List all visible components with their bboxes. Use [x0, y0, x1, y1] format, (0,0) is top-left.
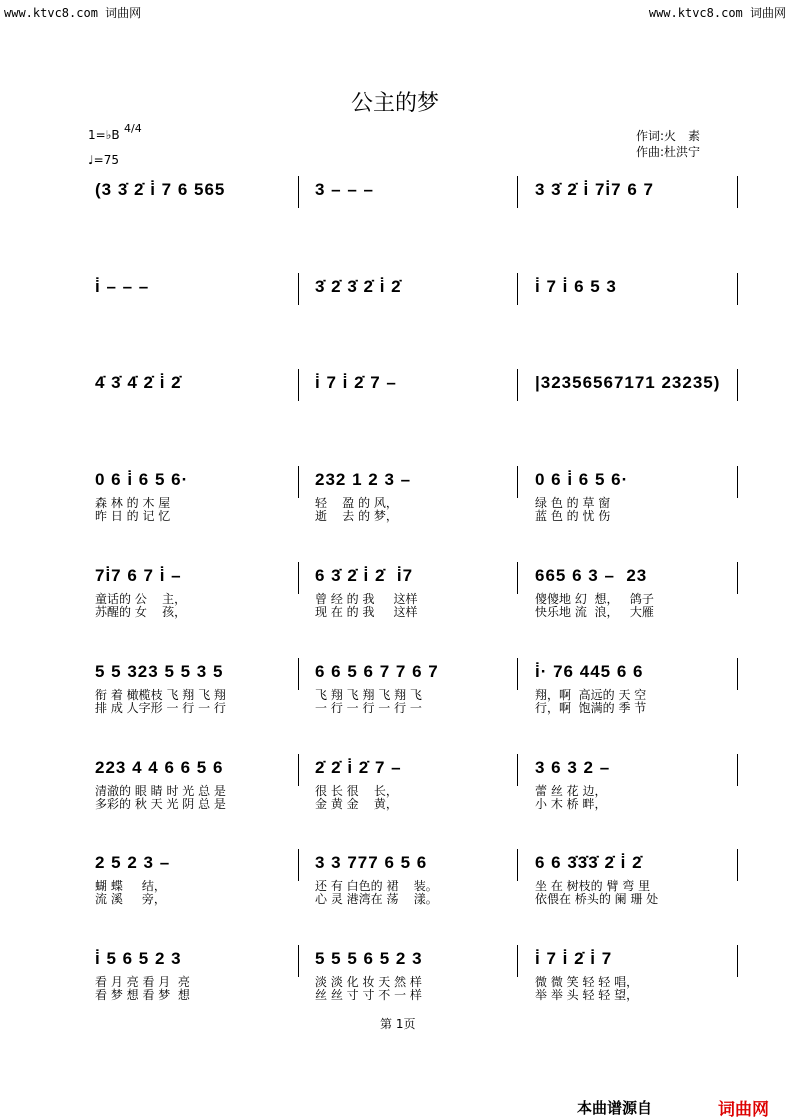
- lyric-line-2: 一 行 一 行 一 行 一: [315, 701, 422, 715]
- measure-notes: 3 – – –: [315, 180, 374, 199]
- lyric-line-2: 丝 丝 寸 寸 不 一 样: [315, 988, 422, 1002]
- bar-line: [517, 369, 518, 401]
- bar-line: [517, 849, 518, 881]
- lyric-line-1: 轻 盈 的 风，: [315, 496, 398, 510]
- measure-notes: 223 4 4 6 6 5 6: [95, 758, 224, 777]
- time-signature: 4/4: [124, 122, 142, 135]
- measure-notes: 6 6 5 6 7 7 6 7: [315, 662, 439, 681]
- lyric-line-1: 绿 色 的 草 窗: [535, 496, 611, 510]
- bar-line: [517, 273, 518, 305]
- watermark-right: www.ktvc8.com 词曲网: [648, 6, 786, 20]
- lyric-line-1: 傻傻地 幻 想， 鸽子: [535, 592, 654, 606]
- bar-line: [298, 849, 299, 881]
- lyric-line-1: 蝴 蝶 结，: [95, 879, 166, 893]
- lyric-line-2: 蓝 色 的 忧 伤: [535, 509, 611, 523]
- measure-notes: 665 6 3 – 23: [535, 566, 648, 585]
- measure-notes: 5 5 323 5 5 3 5: [95, 662, 224, 681]
- lyric-line-2: 多彩的 秋 天 光 阴 总 是: [95, 797, 226, 811]
- measure-notes: i̇· 76 445 6 6: [535, 662, 644, 681]
- lyric-line-2: 快乐地 流 浪， 大雁: [535, 605, 654, 619]
- bar-line: [737, 945, 738, 977]
- lyric-line-1: 清澈的 眼 睛 时 光 总 是: [95, 784, 226, 798]
- lyric-line-2: 看 梦 想 看 梦 想: [95, 988, 190, 1002]
- bar-line: [298, 945, 299, 977]
- lyric-line-2: 金 黄 金 黄，: [315, 797, 398, 811]
- lyric-line-1: 衔 着 橄榄枝 飞 翔 飞 翔: [95, 688, 226, 702]
- bar-line: [298, 176, 299, 208]
- bar-line: [298, 562, 299, 594]
- lyricist: 作词:火 素: [636, 129, 701, 143]
- bar-line: [737, 369, 738, 401]
- bar-line: [298, 658, 299, 690]
- bar-line: [737, 176, 738, 208]
- bar-line: [298, 369, 299, 401]
- tempo: ♩=75: [88, 153, 119, 167]
- measure-notes: 3 3̇ 2̇ i̇ 7i̇7 6 7: [535, 180, 654, 199]
- measure-notes: 5 5 5 6 5 2 3: [315, 949, 423, 968]
- measure-notes: 3 3 777 6 5 6: [315, 853, 428, 872]
- lyric-line-1: 翔，啊 高远的 天 空: [535, 688, 647, 702]
- bar-line: [737, 849, 738, 881]
- song-title: 公主的梦: [350, 91, 439, 116]
- lyric-line-2: 排 成 人字形 一 行 一 行: [95, 701, 226, 715]
- measure-notes: i̇ 7 i̇ 6 5 3: [535, 277, 617, 296]
- lyric-line-1: 淡 淡 化 妆 天 然 样: [315, 975, 422, 989]
- measure-notes: i̇ – – –: [95, 277, 150, 296]
- watermark-left: www.ktvc8.com 词曲网: [4, 6, 142, 20]
- bar-line: [737, 754, 738, 786]
- bar-line: [517, 176, 518, 208]
- measure-notes: i̇ 7 i̇ 2̇ i̇ 7: [535, 949, 613, 968]
- measure-notes: 4̇ 3̇ 4̇ 2̇ i̇ 2̇: [95, 373, 182, 392]
- lyric-line-1: 看 月 亮 看 月 亮: [95, 975, 190, 989]
- lyric-line-1: 很 长 很 长，: [315, 784, 398, 798]
- measure-notes: 3̇ 2̇ 3̇ 2̇ i̇ 2̇: [315, 277, 402, 296]
- lyric-line-2: 逝 去 的 梦，: [315, 509, 398, 523]
- lyric-line-1: 微 微 笑 轻 轻 唱，: [535, 975, 639, 989]
- measure-notes: 6 6 3̇3̇3̇ 2̇ i̇ 2̇: [535, 853, 643, 872]
- lyric-line-1: 坐 在 树枝的 臂 弯 里: [535, 879, 651, 893]
- measure-notes: i̇ 5 6 5 2 3: [95, 949, 182, 968]
- footer-logo: 词曲网: [718, 1095, 769, 1119]
- measure-notes: 2̇ 2̇ i̇ 2̇ 7 –: [315, 758, 402, 777]
- measure-notes: |32356567171 23235): [535, 373, 721, 392]
- bar-line: [517, 466, 518, 498]
- lyric-line-1: 还 有 白色的 裙 装。: [315, 879, 438, 893]
- measure-notes: 0 6 i̇ 6 5 6·: [95, 470, 189, 489]
- lyric-line-1: 曾 经 的 我 这样: [315, 592, 418, 606]
- lyric-line-2: 小 木 桥 畔，: [535, 797, 607, 811]
- bar-line: [737, 466, 738, 498]
- lyric-line-2: 昨 日 的 记 忆: [95, 509, 171, 523]
- lyric-line-2: 现 在 的 我 这样: [315, 605, 418, 619]
- measure-notes: 232 1 2 3 –: [315, 470, 412, 489]
- measure-notes: 0 6 i̇ 6 5 6·: [535, 470, 629, 489]
- page-number: 第 1页: [380, 1017, 416, 1031]
- bar-line: [517, 562, 518, 594]
- lyric-line-2: 心 灵 港湾在 荡 漾。: [315, 892, 438, 906]
- lyric-line-1: 蕾 丝 花 边，: [535, 784, 607, 798]
- measure-notes: 6 3̇ 2̇ i̇ 2̇ i̇7: [315, 566, 414, 585]
- bar-line: [737, 658, 738, 690]
- bar-line: [517, 945, 518, 977]
- lyric-line-2: 苏醒的 女 孩，: [95, 605, 187, 619]
- footer-source-text: 本曲谱源自: [577, 1099, 653, 1117]
- bar-line: [737, 562, 738, 594]
- key-signature: 1=♭B: [88, 128, 120, 142]
- measure-notes: 3 6 3 2 –: [535, 758, 611, 777]
- bar-line: [298, 273, 299, 305]
- lyric-line-2: 流 溪 旁，: [95, 892, 166, 906]
- measure-notes: i̇ 7 i̇ 2̇ 7 –: [315, 373, 397, 392]
- measure-notes: 7i̇7 6 7 i̇ –: [95, 566, 182, 585]
- lyric-line-2: 依偎在 桥头的 阑 珊 处: [535, 892, 659, 906]
- lyric-line-1: 森 林 的 木 屋: [95, 496, 171, 510]
- bar-line: [737, 273, 738, 305]
- lyric-line-1: 童话的 公 主，: [95, 592, 187, 606]
- bar-line: [517, 658, 518, 690]
- bar-line: [517, 754, 518, 786]
- bar-line: [298, 466, 299, 498]
- bar-line: [298, 754, 299, 786]
- measure-notes: (3 3̇ 2̇ i̇ 7 6 565: [95, 180, 226, 199]
- composer: 作曲:杜洪宁: [636, 145, 701, 159]
- measure-notes: 2 5 2 3 –: [95, 853, 171, 872]
- lyric-line-2: 行，啊 饱满的 季 节: [535, 701, 647, 715]
- lyric-line-2: 举 举 头 轻 轻 望，: [535, 988, 639, 1002]
- lyric-line-1: 飞 翔 飞 翔 飞 翔 飞: [315, 688, 422, 702]
